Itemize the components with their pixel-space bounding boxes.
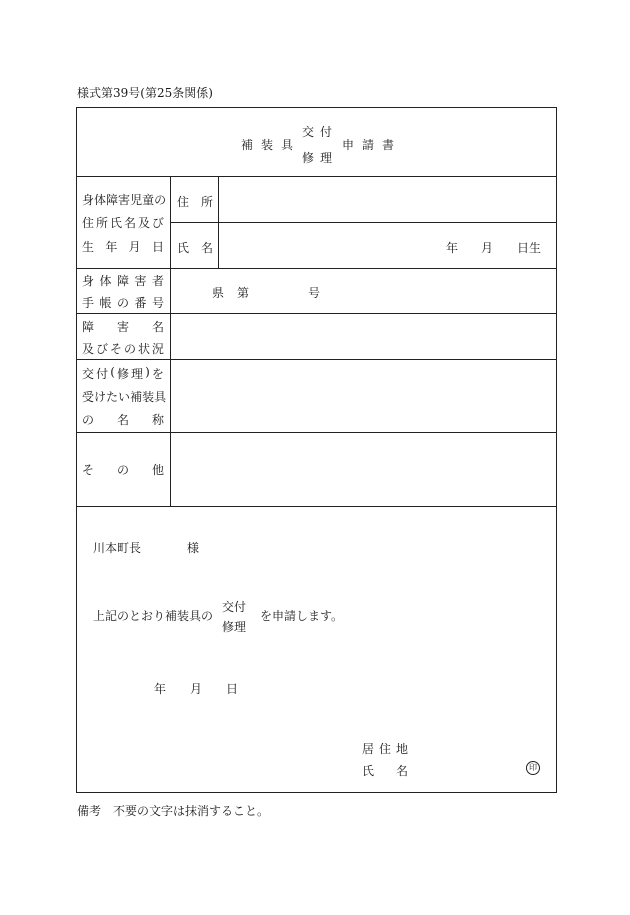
glyph: 付 xyxy=(96,367,109,381)
glyph: 名 xyxy=(151,320,164,334)
glyph: 児 xyxy=(130,193,143,207)
glyph: 体 xyxy=(99,274,112,288)
glyph: 身 xyxy=(82,193,95,207)
glyph: け xyxy=(94,390,107,404)
date-day-label: 日 xyxy=(226,682,239,696)
glyph: 修 xyxy=(116,367,129,381)
glyph: 体 xyxy=(94,193,107,207)
glyph: 所 xyxy=(200,195,213,209)
glyph: 交 xyxy=(302,125,315,139)
handbook-header-line2 xyxy=(82,294,164,311)
glyph: 況 xyxy=(151,342,164,356)
glyph: ( xyxy=(110,365,115,379)
glyph: 月 xyxy=(128,240,141,254)
glyph: 名 xyxy=(395,764,408,778)
glyph: 手 xyxy=(82,296,95,310)
title-right xyxy=(342,136,394,153)
date-month-label: 月 xyxy=(190,682,203,696)
disability-field[interactable] xyxy=(175,317,551,355)
disability-header-line2 xyxy=(82,340,164,357)
glyph: の xyxy=(123,342,136,356)
birth-day-label: 日生 xyxy=(517,241,542,255)
other-header xyxy=(82,461,164,478)
glyph: 障 xyxy=(106,193,119,207)
form-number-label: 様式第39号(第25条関係) xyxy=(77,86,213,100)
glyph: 障 xyxy=(82,320,95,334)
glyph: 氏 xyxy=(177,241,190,255)
glyph: 住 xyxy=(378,742,391,756)
glyph: 修 xyxy=(302,151,315,165)
applicant-signature-field[interactable] xyxy=(420,736,520,780)
applicant-header-line2 xyxy=(82,214,164,231)
glyph: 害 xyxy=(118,193,131,207)
glyph: 者 xyxy=(151,274,164,288)
glyph: 身 xyxy=(82,274,95,288)
title-stack-bottom xyxy=(302,149,332,166)
glyph: 受 xyxy=(82,390,95,404)
glyph: 童 xyxy=(142,193,155,207)
glyph: 氏 xyxy=(362,764,375,778)
device-name-field[interactable] xyxy=(175,364,551,428)
glyph: そ xyxy=(82,463,95,477)
address-field[interactable] xyxy=(222,182,552,218)
address-label xyxy=(177,193,213,210)
glyph: 及 xyxy=(82,342,95,356)
device-header-line3 xyxy=(82,411,164,428)
glyph: 書 xyxy=(381,138,394,152)
glyph: 障 xyxy=(116,274,129,288)
glyph: 補 xyxy=(130,390,143,404)
glyph: 住 xyxy=(177,195,190,209)
request-prefix: 上記のとおり補装具の xyxy=(93,609,214,623)
handbook-number-prefix: 第 xyxy=(237,286,250,300)
glyph: 名 xyxy=(116,413,129,427)
applicant-header-line3 xyxy=(82,238,164,255)
glyph: 住 xyxy=(82,216,95,230)
name-label xyxy=(177,239,213,256)
birth-month-label: 月 xyxy=(481,241,494,255)
glyph: い xyxy=(118,390,131,404)
glyph: 申 xyxy=(342,138,355,152)
title-stack-top xyxy=(302,123,332,140)
glyph: 装 xyxy=(142,390,155,404)
glyph: 年 xyxy=(105,240,118,254)
glyph: 地 xyxy=(395,742,408,756)
other-field[interactable] xyxy=(175,437,551,501)
request-suffix: を申請します。 xyxy=(260,609,344,623)
title-left xyxy=(241,136,293,153)
seal-mark xyxy=(526,761,540,775)
glyph: 他 xyxy=(151,463,164,477)
seal-icon: 印 xyxy=(529,763,537,772)
glyph: 交 xyxy=(82,367,95,381)
glyph: 氏 xyxy=(109,216,122,230)
glyph: び xyxy=(151,216,164,230)
glyph: 帳 xyxy=(99,296,112,310)
glyph: 居 xyxy=(362,742,375,756)
applicant-header-line1 xyxy=(82,191,167,208)
prefecture-label: 県 xyxy=(212,286,225,300)
glyph: 日 xyxy=(151,240,164,254)
glyph: 理 xyxy=(131,367,144,381)
residence-label xyxy=(362,740,408,757)
glyph: 補 xyxy=(241,138,254,152)
glyph: 号 xyxy=(151,296,164,310)
request-stack-bottom: 修理 xyxy=(222,620,247,634)
child-name-field[interactable] xyxy=(222,228,432,264)
glyph: を xyxy=(151,367,164,381)
glyph: そ xyxy=(109,342,122,356)
glyph: 状 xyxy=(137,342,150,356)
glyph: 害 xyxy=(116,320,129,334)
glyph: 理 xyxy=(319,151,332,165)
glyph: 名 xyxy=(200,241,213,255)
glyph: 名 xyxy=(123,216,136,230)
glyph: 具 xyxy=(154,390,167,404)
glyph: び xyxy=(95,342,108,356)
birth-year-label: 年 xyxy=(446,241,459,255)
glyph: 及 xyxy=(137,216,150,230)
glyph: 請 xyxy=(361,138,374,152)
applicant-name-label xyxy=(362,762,408,779)
disability-header-line1 xyxy=(82,318,164,335)
remarks-note: 備考 不要の文字は抹消すること。 xyxy=(77,804,270,818)
glyph: ) xyxy=(145,365,150,379)
glyph: 番 xyxy=(134,296,147,310)
handbook-header-line1 xyxy=(82,272,164,289)
request-stack-top: 交付 xyxy=(222,600,247,614)
glyph: た xyxy=(106,390,119,404)
glyph: の xyxy=(82,413,95,427)
device-header-line2 xyxy=(82,388,167,405)
glyph: 付 xyxy=(319,125,332,139)
glyph: 害 xyxy=(134,274,147,288)
glyph: 称 xyxy=(151,413,164,427)
glyph: の xyxy=(116,463,129,477)
glyph: 装 xyxy=(260,138,273,152)
glyph: の xyxy=(154,193,167,207)
glyph: 具 xyxy=(280,138,293,152)
device-header-line1 xyxy=(82,365,164,382)
glyph: の xyxy=(116,296,129,310)
honorific: 様 xyxy=(187,541,200,555)
glyph: 所 xyxy=(95,216,108,230)
date-year-label: 年 xyxy=(154,682,167,696)
addressee: 川本町長 xyxy=(93,541,142,555)
handbook-number-suffix: 号 xyxy=(308,286,321,300)
glyph: 生 xyxy=(82,240,95,254)
